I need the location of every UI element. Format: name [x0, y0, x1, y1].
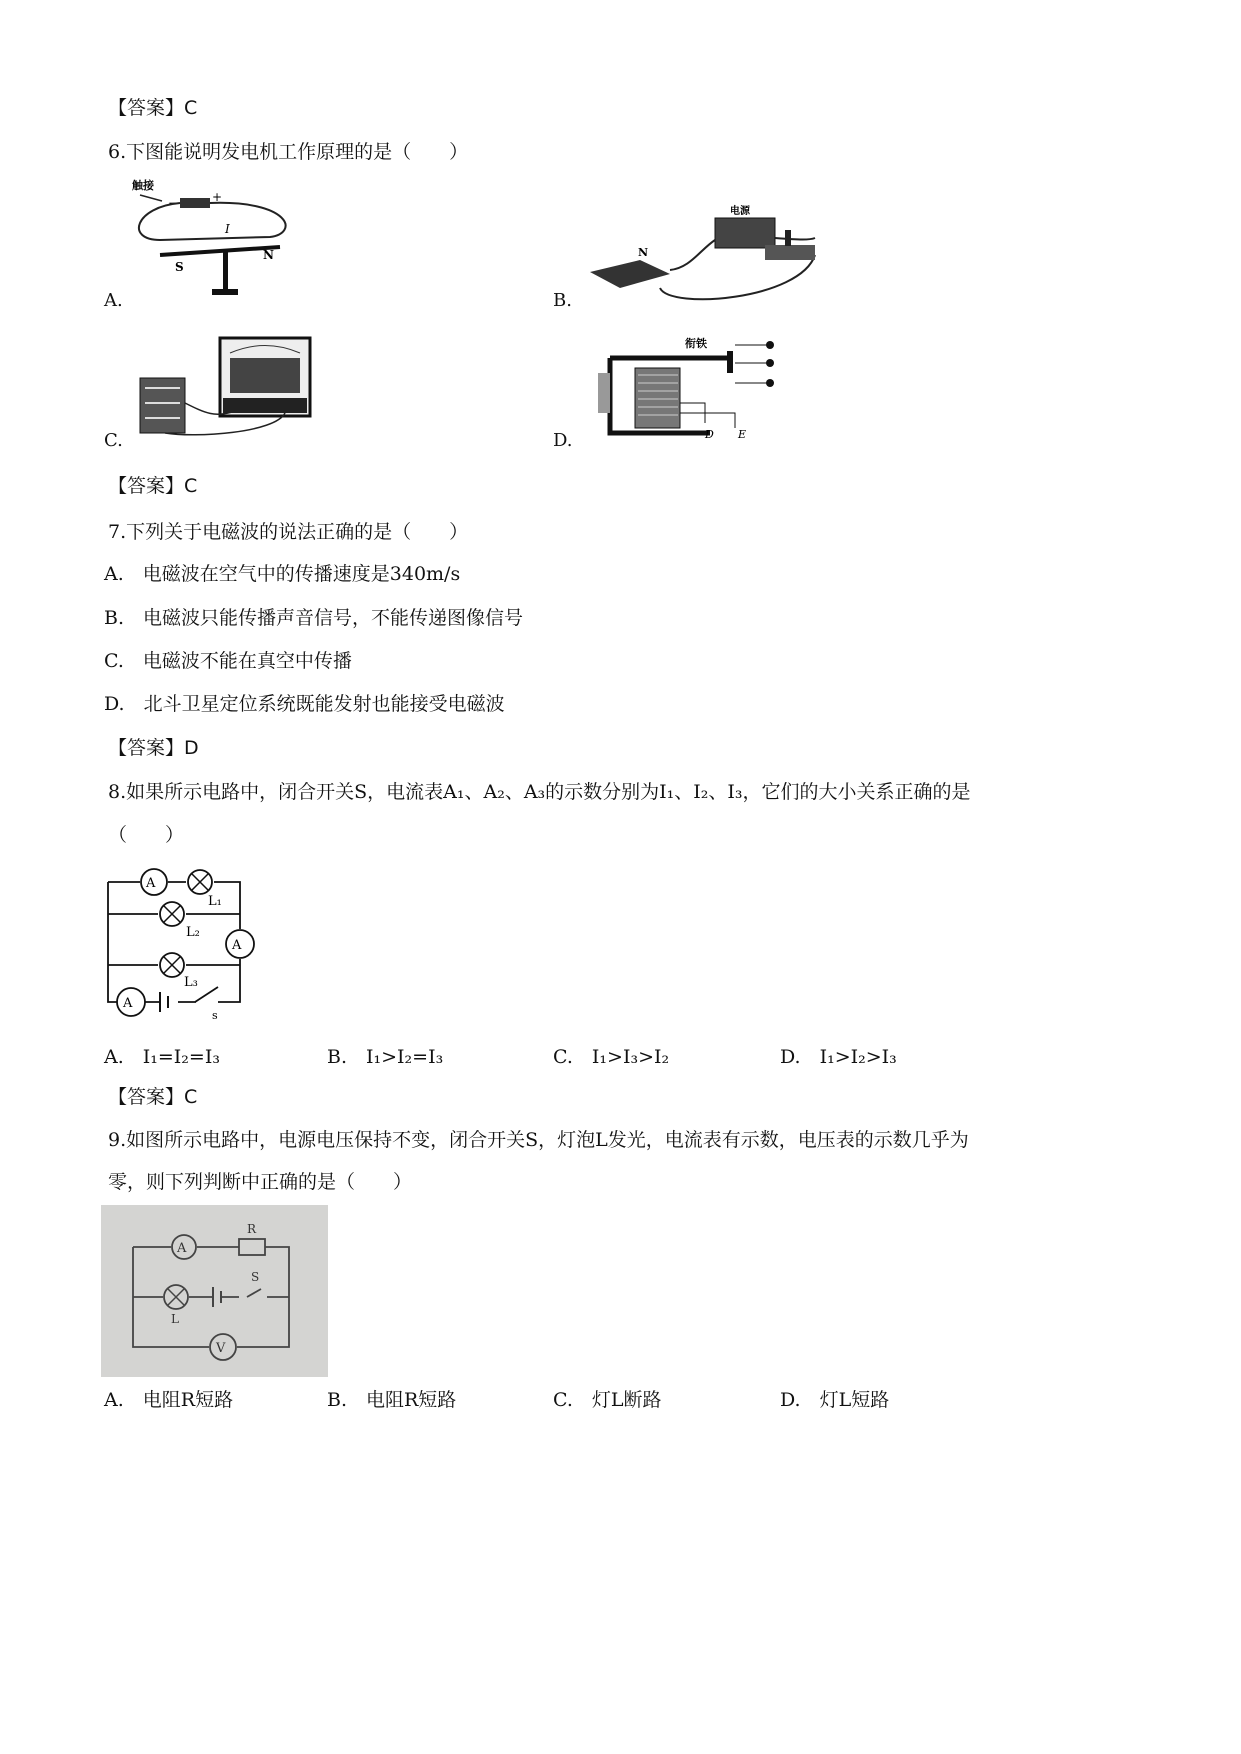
q8-l2-label: L₂	[186, 925, 200, 940]
q8-option-b: B. I₁>I₂=I₃	[327, 1046, 444, 1068]
question-9-stem-line1: 9.如图所示电路中，电源电压保持不变，闭合开关S，灯泡L发光，电流表有示数，电压表的示数几乎为	[108, 1129, 969, 1151]
q6-option-d-label: D.	[553, 430, 573, 451]
answer-q8: 【答案】C	[108, 1086, 198, 1108]
q7-option-d: D. 北斗卫星定位系统既能发射也能接受电磁波	[104, 693, 505, 715]
q9-resistor-label: R	[247, 1222, 257, 1236]
q9-option-d: D. 灯L短路	[780, 1389, 890, 1411]
fig6b-n: N	[638, 246, 649, 259]
figure-6d-relay	[590, 333, 790, 443]
answer-q5: 【答案】C	[108, 97, 198, 119]
figure-6a-oersted	[130, 175, 300, 305]
q7-option-b: B. 电磁波只能传播声音信号，不能传递图像信号	[104, 607, 524, 629]
question-8-stem-line2: （ ）	[108, 824, 185, 846]
fig6a-plus: +	[212, 190, 223, 204]
fig6a-battery-label: 触接	[132, 179, 154, 192]
q8-a1-label: A	[123, 996, 133, 1011]
q9-option-a: A. 电阻R短路	[104, 1389, 234, 1411]
q8-l3-label: L₃	[184, 975, 198, 990]
q9-switch-label: S	[251, 1270, 260, 1284]
figure-6b-motor	[580, 200, 830, 305]
q8-option-c: C. I₁>I₃>I₂	[553, 1046, 670, 1068]
fig6a-n: N	[263, 248, 274, 262]
answer-q7: 【答案】D	[108, 737, 199, 759]
fig6a-current: I	[225, 222, 230, 236]
q8-l1-label: L₁	[208, 894, 222, 909]
q6-option-a-label: A.	[104, 290, 123, 311]
q8-option-d: D. I₁>I₂>I₃	[780, 1046, 897, 1068]
fig6a-battery	[180, 198, 210, 208]
q8-switch-label: s	[212, 1009, 218, 1022]
q6-option-b-label: B.	[553, 290, 572, 311]
q9-voltmeter-label: V	[216, 1341, 226, 1356]
q7-option-a: A. 电磁波在空气中的传播速度是340m/s	[104, 563, 461, 585]
q9-option-b: B. 电阻R短路	[327, 1389, 457, 1411]
q9-lamp-label: L	[171, 1312, 179, 1326]
q9-resistor	[239, 1239, 265, 1255]
q8-a2-label: A	[146, 876, 156, 891]
fig6a-s: S	[175, 260, 184, 274]
q6-option-c-label: C.	[104, 430, 123, 451]
fig6b-source-label: 电源	[730, 206, 750, 217]
answer-q6: 【答案】C	[108, 475, 198, 497]
question-8-stem-line1: 8.如果所示电路中，闭合开关S，电流表A₁、A₂、A₃的示数分别为I₁、I₂、I₃，它们的大小关系正确的是	[108, 781, 971, 803]
q9-option-c: C. 灯L断路	[553, 1389, 662, 1411]
q9-ammeter-label: A	[177, 1241, 187, 1256]
fig6d-armature-label: 衔铁	[685, 337, 707, 350]
question-9-stem-line2: 零，则下列判断中正确的是（ ）	[108, 1171, 413, 1193]
q8-a3-label: A	[232, 938, 242, 953]
figure-6c-generator-meter	[135, 333, 320, 443]
fig6a-minus: −	[168, 196, 179, 210]
fig6d-d: D	[705, 428, 714, 441]
q8-option-a: A. I₁=I₂=I₃	[104, 1046, 220, 1068]
question-7-stem: 7.下列关于电磁波的说法正确的是（ ）	[108, 521, 469, 543]
q7-option-c: C. 电磁波不能在真空中传播	[104, 650, 352, 672]
figure-q9-circuit-photo	[101, 1205, 328, 1377]
fig6d-e: E	[738, 428, 747, 441]
figure-q8-circuit	[100, 862, 265, 1022]
question-6-stem: 6.下图能说明发电机工作原理的是（ ）	[108, 141, 469, 163]
